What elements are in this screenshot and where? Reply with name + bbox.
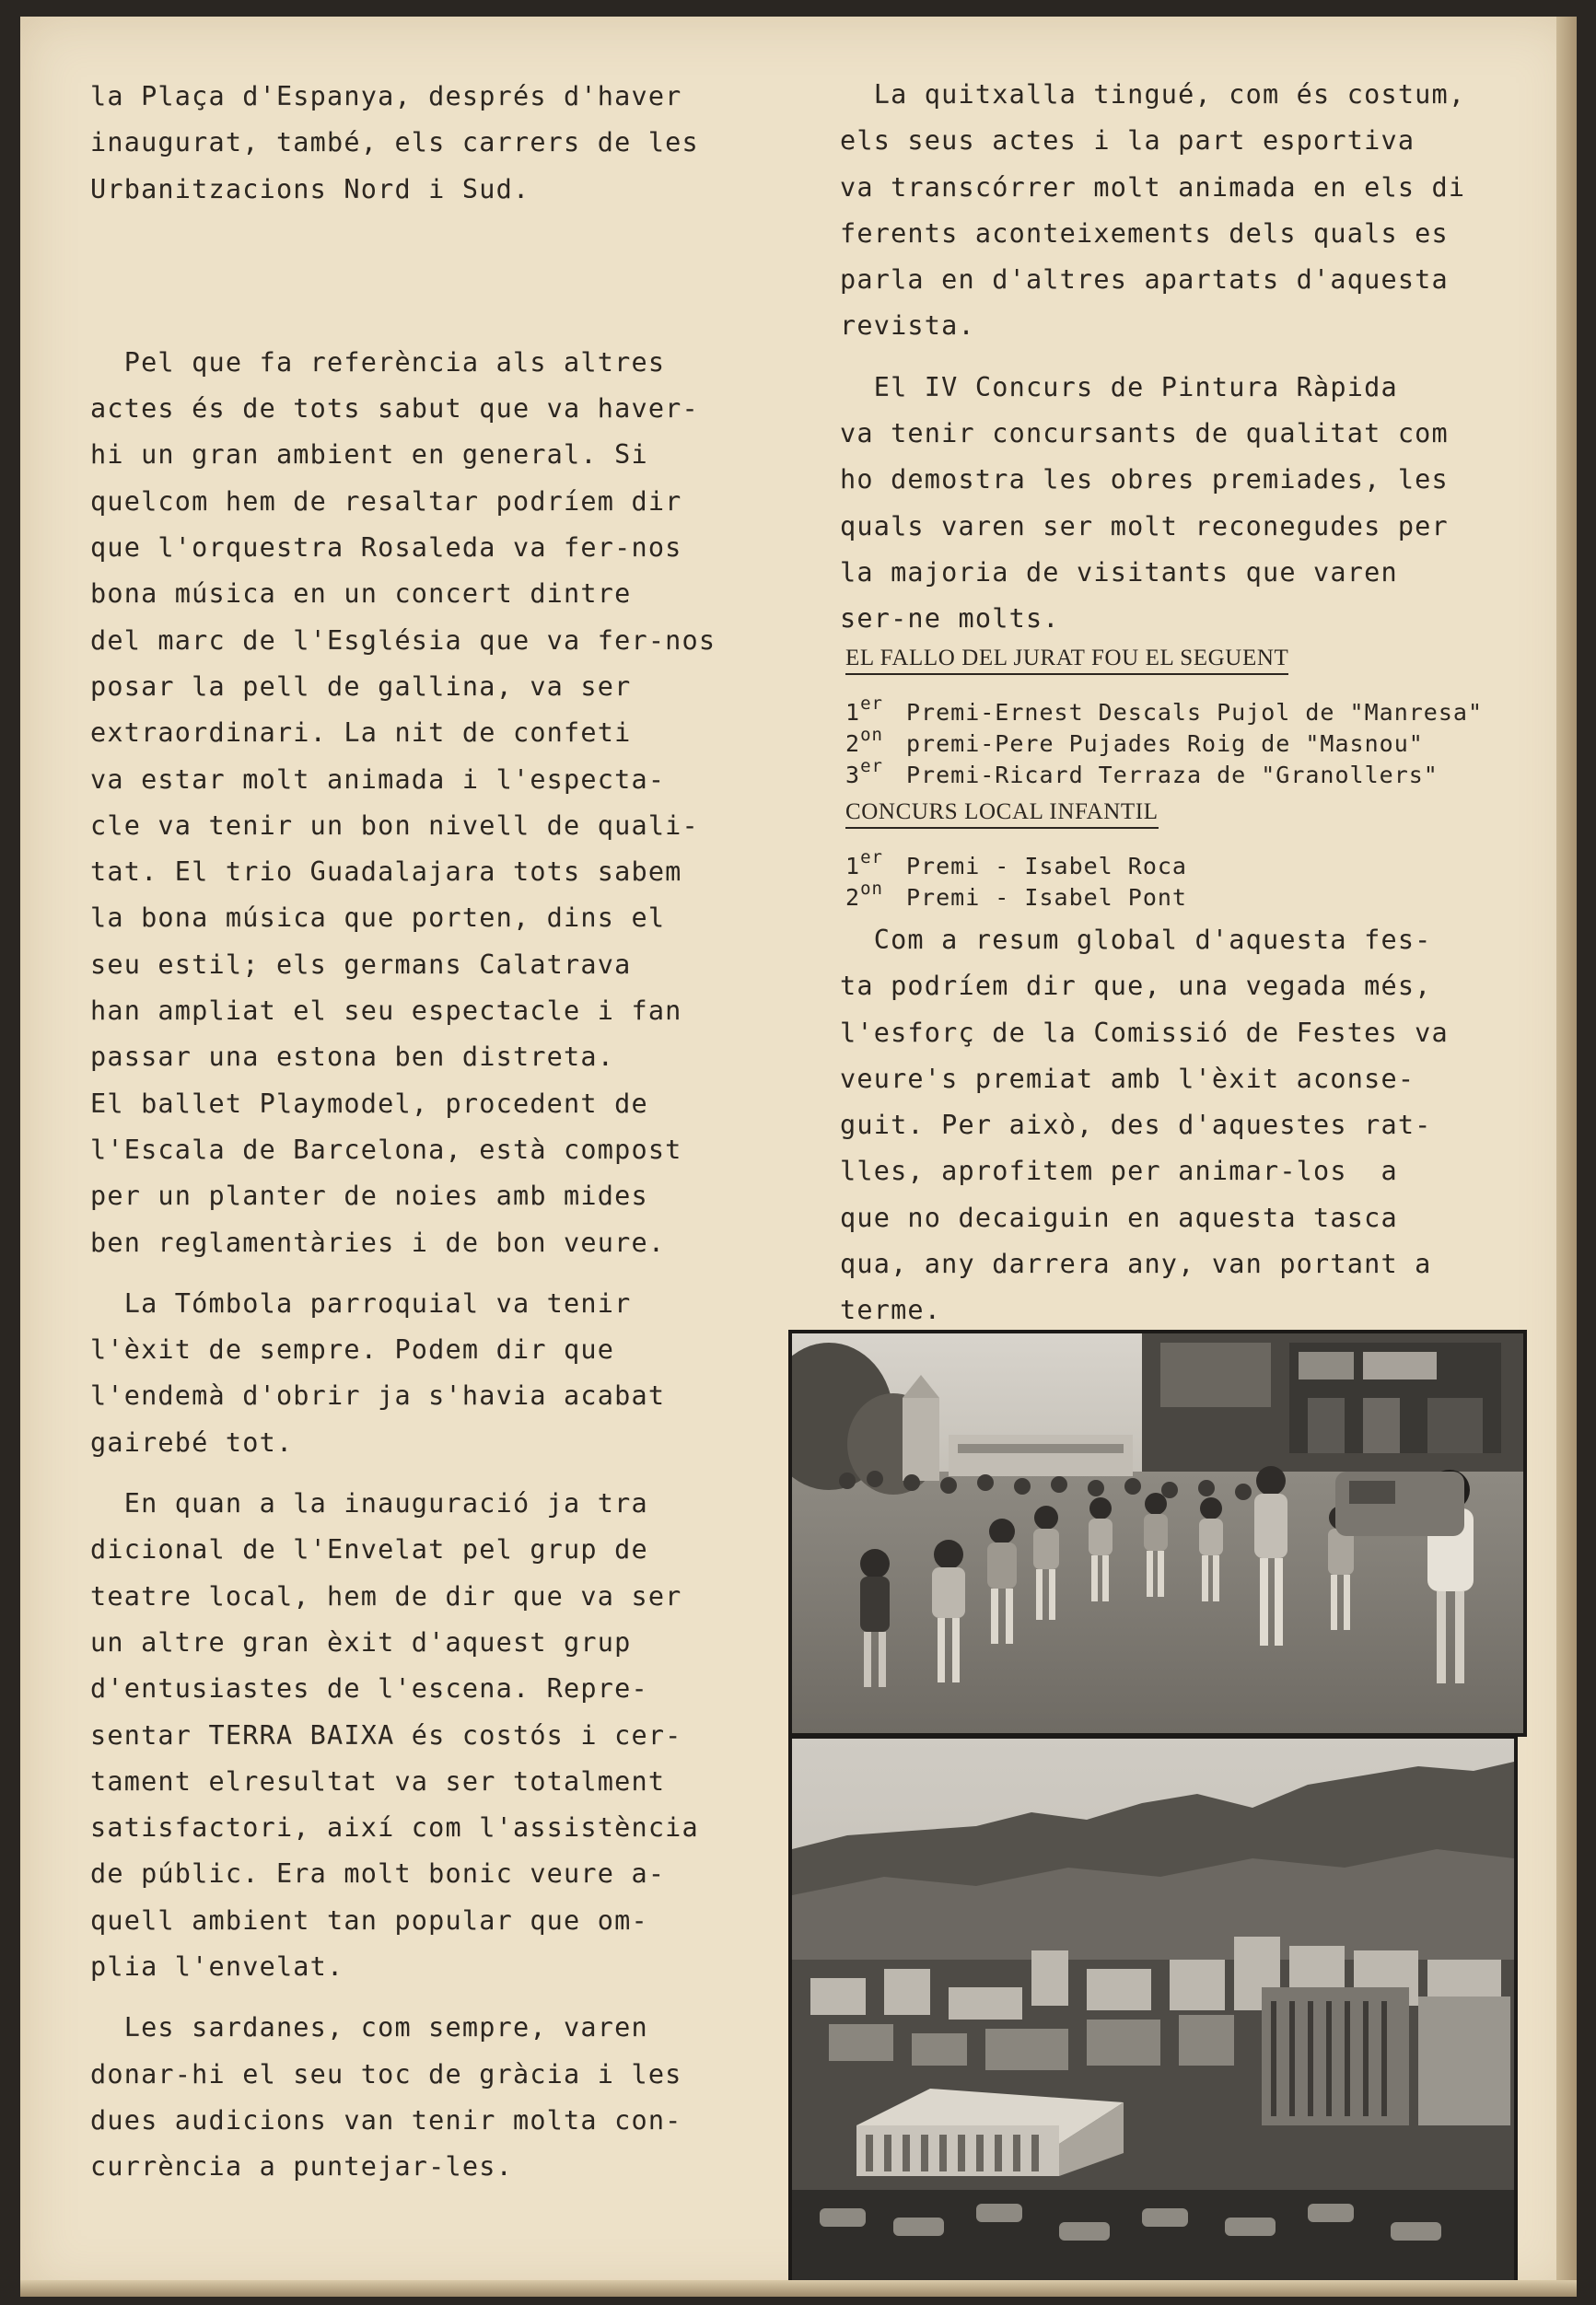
- jury-heading: EL FALLO DEL JURAT FOU EL SEGUENT: [845, 646, 1288, 675]
- text-line: dicional de l'Envelat pel grup de: [90, 1534, 648, 1566]
- text-line: dues audicions van tenir molta con-: [90, 2104, 682, 2136]
- text-line: l'esforç de la Comissió de Festes va: [840, 1017, 1449, 1048]
- right-column-bottom: [840, 917, 1558, 1334]
- text-line: gairebé tot.: [90, 1426, 294, 1458]
- town-panorama-illustration: [792, 1739, 1514, 2282]
- text-line: d'entusiastes de l'escena. Repre-: [90, 1673, 648, 1705]
- paragraph-2: [90, 340, 809, 1266]
- text-line: donar-hi el seu toc de gràcia i les: [90, 2058, 682, 2090]
- text-line: que l'orquestra Rosaleda va fer-nos: [90, 532, 682, 564]
- text-line: va transcórrer molt animada en els di: [840, 171, 1466, 203]
- text-line: que no decaiguin en aquesta tasca: [840, 1202, 1398, 1233]
- text-line: inaugurat, també, els carrers de les: [90, 127, 699, 158]
- page-bottom-edge: [20, 2280, 1577, 2297]
- infantil-heading: CONCURS LOCAL INFANTIL: [845, 799, 1159, 829]
- prize-text: Premi-Ricard Terraza de "Granollers": [906, 762, 1439, 788]
- jury-prize-2: [845, 725, 1424, 757]
- ordinal: 3er: [845, 756, 883, 788]
- paragraph-7: [840, 365, 1558, 643]
- text-line: ser-ne molts.: [840, 603, 1060, 634]
- text-line: posar la pell de gallina, va ser: [90, 670, 632, 702]
- text-line: currència a puntejar-les.: [90, 2151, 513, 2183]
- jury-prize-1: [845, 693, 1483, 726]
- text-line: qua, any darrera any, van portant a: [840, 1249, 1432, 1280]
- paragraph-5: [90, 2005, 809, 2190]
- paragraph-8: [840, 917, 1558, 1334]
- ordinal: 1er: [845, 693, 883, 726]
- parade-photo: [788, 1330, 1527, 1737]
- text-line: tat. El trio Guadalajara tots sabem: [90, 856, 682, 888]
- text-line: Com a resum global d'aquesta fes-: [840, 925, 1432, 955]
- text-line: La Tómbola parroquial va tenir: [90, 1287, 632, 1319]
- text-line: revista.: [840, 310, 975, 342]
- paragraph-3: [90, 1281, 809, 1466]
- text-line: ben reglamentàries i de bon veure.: [90, 1227, 666, 1258]
- text-line: bona música en un concert dintre: [90, 578, 632, 610]
- text-line: veure's premiat amb l'èxit aconse-: [840, 1063, 1415, 1094]
- text-line: terme.: [840, 1295, 942, 1326]
- ordinal: $2^{on}$: [845, 725, 883, 757]
- text-line: ferents aconteixements dels quals es: [840, 217, 1449, 249]
- text-line: hi un gran ambient en general. Si: [90, 439, 648, 471]
- text-line: actes és de tots sabut que va haver-: [90, 393, 699, 425]
- text-line: Pel que fa referència als altres: [90, 346, 666, 378]
- text-line: l'Escala de Barcelona, està compost: [90, 1134, 682, 1165]
- paragraph-4: [90, 1481, 809, 1990]
- text-line: El ballet Playmodel, procedent de: [90, 1088, 648, 1119]
- text-line: En quan a la inauguració ja tra: [90, 1488, 648, 1519]
- text-line: El IV Concurs de Pintura Ràpida: [840, 371, 1398, 402]
- text-line: sentar TERRA BAIXA és costós i cer-: [90, 1719, 682, 1751]
- infantil-prize-1: [845, 847, 1187, 879]
- prize-text: Premi - Isabel Pont: [906, 884, 1187, 911]
- left-column: [90, 74, 809, 2190]
- parade-illustration: [792, 1333, 1523, 1733]
- text-line: quell ambient tan popular que om-: [90, 1904, 648, 1936]
- town-panorama-photo: [788, 1735, 1518, 2286]
- right-column-top: [840, 72, 1558, 643]
- text-line: satisfactori, així com l'assistència: [90, 1812, 699, 1844]
- text-line: la bona música que porten, dins el: [90, 902, 666, 934]
- ordinal: $2^{on}$: [845, 879, 883, 911]
- text-line: per un planter de noies amb mides: [90, 1181, 648, 1212]
- text-line: parla en d'altres apartats d'aquesta: [840, 264, 1449, 296]
- text-line: l'endemà d'obrir ja s'havia acabat: [90, 1380, 666, 1412]
- paragraph-1: [90, 74, 809, 213]
- text-line: plia l'envelat.: [90, 1950, 344, 1982]
- jury-prize-3: [845, 756, 1439, 788]
- infantil-prize-2: [845, 879, 1187, 911]
- text-line: seu estil; els germans Calatrava: [90, 949, 632, 980]
- text-line: quelcom hem de resaltar podríem dir: [90, 485, 682, 517]
- page-spine: [1556, 17, 1577, 2297]
- prize-text: Premi - Isabel Roca: [906, 853, 1187, 879]
- text-line: la majoria de visitants que varen: [840, 556, 1398, 588]
- text-line: un altre gran èxit d'aquest grup: [90, 1626, 632, 1658]
- text-line: l'èxit de sempre. Podem dir que: [90, 1334, 615, 1366]
- text-line: els seus actes i la part esportiva: [840, 125, 1415, 157]
- text-line: la Plaça d'Espanya, després d'haver: [90, 81, 682, 111]
- text-line: va tenir concursants de qualitat com: [840, 418, 1449, 449]
- text-line: va estar molt animada i l'especta-: [90, 763, 666, 795]
- text-line: ta podríem dir que, una vegada més,: [840, 971, 1432, 1002]
- magazine-page: [20, 17, 1577, 2297]
- paragraph-6: [840, 72, 1558, 350]
- text-line: Urbanitzacions Nord i Sud.: [90, 173, 530, 204]
- text-line: extraordinari. La nit de confeti: [90, 717, 632, 749]
- text-line: Les sardanes, com sempre, varen: [90, 2012, 648, 2043]
- text-line: passar una estona ben distreta.: [90, 1042, 615, 1073]
- text-line: de públic. Era molt bonic veure a-: [90, 1858, 666, 1890]
- text-line: guit. Per això, des d'aquestes rat-: [840, 1110, 1432, 1141]
- text-line: teatre local, hem de dir que va ser: [90, 1580, 682, 1612]
- prize-text: premi-Pere Pujades Roig de "Masnou": [906, 730, 1424, 757]
- ordinal: 1er: [845, 847, 883, 879]
- text-line: ho demostra les obres premiades, les: [840, 464, 1449, 495]
- text-line: han ampliat el seu espectacle i fan: [90, 995, 682, 1027]
- text-line: tament elresultat va ser totalment: [90, 1765, 666, 1797]
- text-line: quals varen ser molt reconegudes per: [840, 510, 1449, 541]
- prize-text: Premi-Ernest Descals Pujol de "Manresa": [906, 699, 1483, 726]
- text-line: lles, aprofitem per animar-los a: [840, 1156, 1398, 1187]
- text-line: La quitxalla tingué, com és costum,: [840, 79, 1466, 110]
- text-line: del marc de l'Església que va fer-nos: [90, 624, 716, 656]
- text-line: cle va tenir un bon nivell de quali-: [90, 809, 699, 841]
